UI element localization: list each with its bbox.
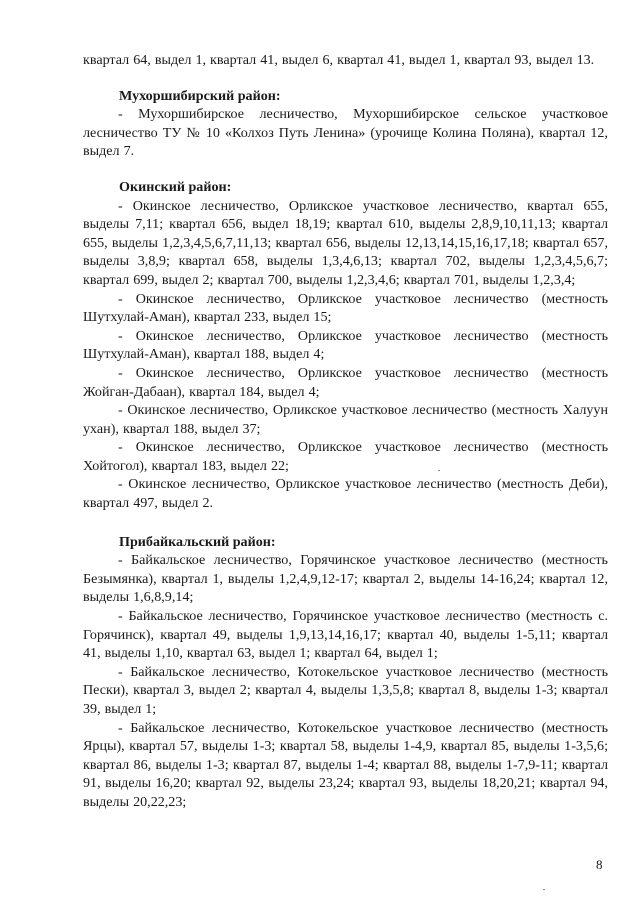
list-item: - Окинское лесничество, Орликское участковое лесничество (местность Шутхулай-Аман), квартал 188, выдел 4; [83, 327, 608, 363]
spacer [83, 513, 608, 533]
list-item: - Мухоршибирское лесничество, Мухоршибирское сельское участковое лесничество ТУ № 10 «Колхоз Путь Ленина» (урочище Колина Поляна), квартал 12, выдел 7. [83, 106, 608, 160]
spacer [83, 161, 608, 178]
list-item: - Байкальское лесничество, Котокельское участковое лесничество (местность Пески), квартал 3, выдел 2; квартал 4, выделы 1,3,5,8; квартал 8, выделы 1-3; квартал 39, выдел 1; [83, 663, 608, 717]
document-body [83, 51, 608, 812]
intro-paragraph: квартал 64, выдел 1, квартал 41, выдел 6, квартал 41, выдел 1, квартал 93, выдел 13. [83, 52, 595, 68]
section-heading-okinsky: Окинский район: [119, 178, 232, 195]
page-number: 8 [596, 857, 603, 872]
section-heading-mukhorshibirsky: Мухоршибирский район: [119, 87, 281, 104]
scan-speck [438, 470, 440, 471]
list-item: - Окинское лесничество, Орликское участковое лесничество (местность Хойтогол), квартал 183, выдел 22; [83, 439, 608, 474]
list-item: - Байкальское лесничество, Горячинское участковое лесничество (местность с. Горячинск), квартал 49, выделы 1,9,13,14,16,17; квартал 40, выделы 1-5,11; квартал 41, выделы 1,10, квартал 63, выдел 1; квартал 64, выдел 1; [83, 608, 608, 662]
list-item: - Байкальское лесничество, Котокельское участковое лесничество (местность Ярцы), квартал 57, выделы 1-3; квартал 58, выделы 1-4,9, квартал 85, выделы 1-3,5,6; квартал 86, выделы 1-3; квартал 87, выделы 1-4; квартал 88, выделы 1-7,9-11; квартал 91, выделы 16,20; квартал 92, выделы 23,24; квартал 93, выделы 18,20,21; квартал 94, выделы 20,22,23; [83, 719, 608, 810]
list-item: - Окинское лесничество, Орликское участковое лесничество (местность Деби), квартал 497, выдел 2. [83, 476, 608, 512]
section-heading-pribaikalsky: Прибайкальский район: [119, 533, 276, 550]
list-item: - Окинское лесничество, Орликское участковое лесничество (местность Жойган-Дабаан), квартал 184, выдел 4; [83, 364, 608, 400]
scan-speck [543, 889, 545, 890]
list-item: - Байкальское лесничество, Горячинское участковое лесничество (местность Безымянка), квартал 1, выделы 1,2,4,9,12-17; квартал 2, выделы 14-16,24; квартал 12, выделы 1,6,8,9,14; [83, 552, 608, 606]
list-item: - Окинское лесничество, Орликское участковое лесничество (местность Халуун ухан), квартал 188, выдел 37; [83, 402, 608, 437]
list-item: - Окинское лесничество, Орликское участковое лесничество (местность Шутхулай-Аман), квартал 233, выдел 15; [83, 290, 608, 326]
spacer [83, 70, 608, 87]
list-item: - Окинское лесничество, Орликское участковое лесничество, квартал 655, выделы 7,11; квартал 656, выдел 18,19; квартал 610, выделы 2,8,9,10,11,13; квартал 655, выделы 1,2,3,4,5,6,7,11,13; квартал 656, выделы 12,13,14,15,16,17,18; квартал 657, выделы 3,8,9; квартал 658, выделы 1,3,4,6,13; квартал 702, выделы 1,2,3,4,5,6,7; квартал 699, выдел 2; квартал 700, выделы 1,2,3,4,6; квартал 701, выделы 1,2,3,4; [83, 197, 608, 288]
